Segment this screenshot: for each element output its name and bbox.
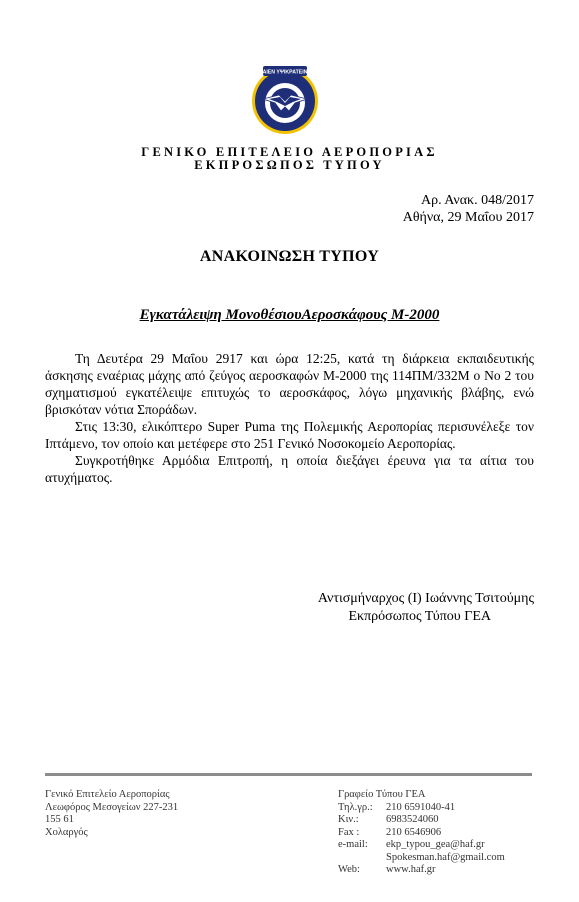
logo-motto: ΑΙΕΝ ΥΨΙΚΡΑΤΕΙΝ (262, 69, 308, 76)
contact-label: e-mail: (338, 839, 368, 850)
contact-value: 210 6591040-41 (386, 801, 456, 813)
announcement-date: Αθήνα, 29 Μαΐου 2017 (402, 210, 534, 225)
body-paragraph: Συγκροτήθηκε Αρμόδια Επιτροπή, η οποία διεξάγει έρευνα για τα αίτια του ατυχήματος. (45, 453, 534, 485)
email-link[interactable]: Spokesman.haf@gmail.com (386, 851, 505, 863)
contact-row (338, 802, 505, 815)
document-body (45, 350, 534, 486)
contact-label (338, 852, 386, 865)
website-link[interactable]: www.haf.gr (386, 864, 436, 875)
department-name: ΕΚΠΡΟΣΩΠΟΣ ΤΥΠΟΥ (194, 158, 385, 172)
contact-row (338, 827, 505, 840)
announcement-number: Αρ. Ανακ. 048/2017 (420, 193, 534, 208)
signatory-name: Αντισμήναρχος (Ι) Ιωάννης Τσιτούμης (317, 591, 534, 606)
body-paragraph: Στις 13:30, ελικόπτερο Super Puma της Πολεμικής Αεροπορίας περισυνέλεξε τον Ιπτάμενο, τον οποίο και μετέφερε στο 251 Γενικό Νοσοκομείο Αεροπορίας. (45, 419, 534, 451)
contact-row (338, 864, 505, 877)
contact-row (338, 852, 505, 865)
contact-label: Κιν.: (338, 814, 359, 825)
address-line: 155 61 (45, 814, 74, 825)
address-line: Λεωφόρος Μεσογείων 227-231 (45, 801, 179, 813)
signatory-role: Εκπρόσωπος Τύπου ΓΕΑ (348, 609, 491, 624)
contact-value: 210 6546906 (386, 826, 442, 838)
contact-value: 6983524060 (386, 814, 439, 825)
press-office-title: Γραφείο Τύπου ΓΕΑ (338, 789, 426, 800)
body-paragraph: Τη Δευτέρα 29 Μαΐου 2917 και ώρα 12:25, κατά τη διάρκεια εκπαιδευτικής άσκησης εναέριας μάχης από ζεύγος αεροσκαφών Μ-2000 της 114ΠΜ/332Μ ο Νο 2 του σχηματισμού εγκατέλειψε επιτυχώς το αεροσκάφος, λόγω μηχανικής βλάβης, ενώ βρισκόταν νότια Σποράδων. (45, 351, 534, 417)
organization-name: ΓΕΝΙΚΟ ΕΠΙΤΕΛΕΙΟ ΑΕΡΟΠΟΡΙΑΣ (141, 145, 438, 159)
footer-divider (45, 773, 532, 776)
contact-label: Τηλ.γρ.: (338, 801, 373, 813)
contact-label: Web: (338, 864, 360, 875)
contact-label: Fax : (338, 826, 360, 838)
email-link[interactable]: ekp_typou_gea@haf.gr (386, 839, 485, 850)
footer-address (45, 789, 178, 839)
air-force-emblem-logo (249, 63, 321, 135)
document-subject: Εγκατάλειψη ΜονοθέσιουΑεροσκάφους Μ-2000 (139, 307, 440, 323)
contact-row (338, 839, 505, 852)
address-line: Γενικό Επιτελείο Αεροπορίας (45, 789, 170, 800)
contact-row (338, 814, 505, 827)
footer-contacts (338, 789, 505, 877)
address-line: Χολαργός (45, 826, 88, 838)
document-title: ΑΝΑΚΟΙΝΩΣΗ ΤΥΠΟΥ (199, 248, 380, 265)
